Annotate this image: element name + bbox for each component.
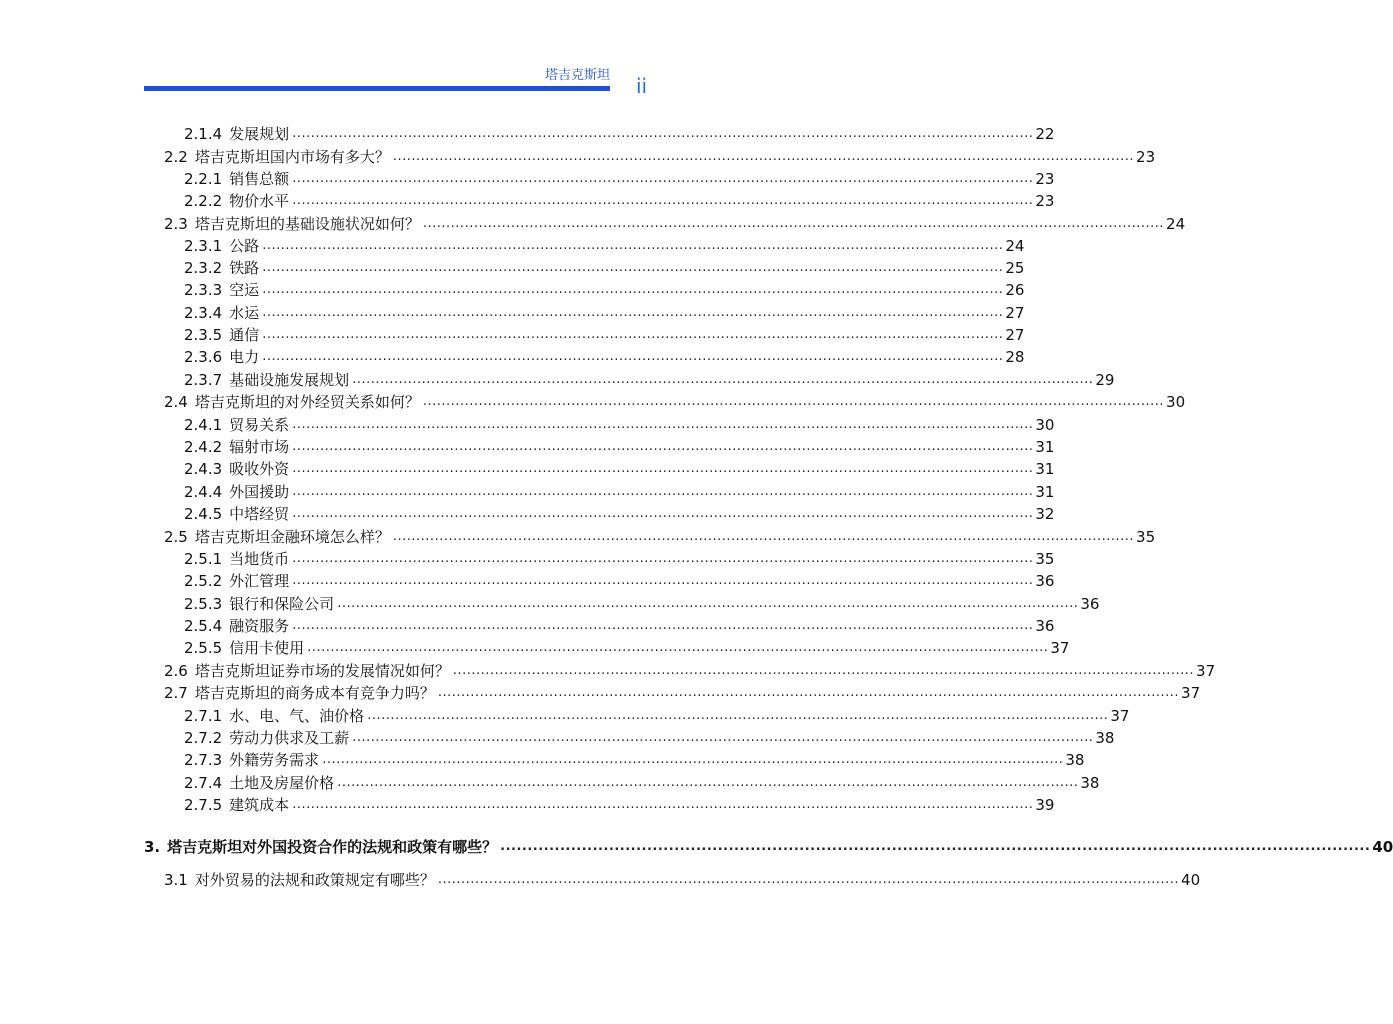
toc-leader-dots: ................................................................................................................................................................ (292, 551, 1034, 566)
toc-entry-number: 2.5.3 (184, 595, 223, 613)
toc-entry-page: 37 (1050, 639, 1070, 657)
toc-entry-number: 2.4.5 (184, 505, 223, 523)
toc-entry-title: 信用卡使用 (229, 639, 305, 657)
toc-leader-dots: ................................................................................................................................................................ (262, 260, 1004, 275)
toc-entry-number: 2.2 (164, 148, 188, 166)
toc-entry-title: 对外贸易的法规和政策规定有哪些？ (194, 871, 435, 889)
toc-leader-dots: ................................................................................................................................................................ (422, 394, 1165, 409)
toc-leader-dots: ................................................................................................................................................................ (262, 327, 1004, 342)
toc-leader-dots: ................................................................................................................................................................ (437, 872, 1180, 887)
toc-entry-page: 40 (1181, 871, 1201, 889)
toc-entry-title: 外国援助 (229, 483, 290, 501)
toc-entry-page: 37 (1181, 684, 1201, 702)
toc-entry[interactable] (184, 168, 1055, 190)
toc-entry-number: 2.3.4 (184, 304, 223, 322)
toc-entry[interactable] (164, 391, 1186, 413)
toc-entry-title: 塔吉克斯坦证券市场的发展情况如何？ (194, 662, 450, 680)
toc-leader-dots: ................................................................................................................................................................ (292, 417, 1034, 432)
toc-leader-dots: ................................................................................................................................................................ (292, 461, 1034, 476)
toc-entry[interactable] (184, 369, 1115, 391)
toc-entry-number: 2.7.4 (184, 774, 223, 792)
toc-leader-dots: ................................................................................................................................................................ (500, 839, 1371, 854)
toc-entry-page: 31 (1035, 483, 1055, 501)
toc-entry-number: 2.3.7 (184, 371, 223, 389)
toc-entry[interactable] (184, 503, 1055, 525)
toc-entry[interactable] (164, 146, 1156, 168)
toc-leader-dots: ................................................................................................................................................................ (437, 685, 1180, 700)
toc-entry-page: 38 (1080, 774, 1100, 792)
toc-entry[interactable] (164, 660, 1216, 682)
toc-entry-page: 31 (1035, 438, 1055, 456)
toc-entry[interactable] (184, 794, 1055, 816)
toc-entry-page: 23 (1136, 148, 1156, 166)
toc-leader-dots: ................................................................................................................................................................ (262, 282, 1004, 297)
toc-leader-dots: ................................................................................................................................................................ (292, 193, 1034, 208)
toc-entry-page: 23 (1035, 192, 1055, 210)
toc-entry-page: 35 (1035, 550, 1055, 568)
toc-entry-page: 24 (1166, 215, 1186, 233)
toc-leader-dots: ................................................................................................................................................................ (292, 573, 1034, 588)
toc-entry[interactable] (184, 570, 1055, 592)
toc-entry[interactable] (184, 123, 1055, 145)
toc-entry-page: 30 (1035, 416, 1055, 434)
toc-leader-dots: ................................................................................................................................................................ (292, 484, 1034, 499)
toc-entry[interactable] (184, 705, 1130, 727)
toc-entry[interactable] (184, 257, 1025, 279)
toc-entry[interactable] (184, 548, 1055, 570)
toc-entry-title: 外籍劳务需求 (229, 751, 320, 769)
toc-entry-title: 塔吉克斯坦国内市场有多大？ (194, 148, 390, 166)
toc-entry-title: 贸易关系 (229, 416, 290, 434)
toc-entry-title: 发展规划 (229, 125, 290, 143)
toc-entry-number: 2.6 (164, 662, 188, 680)
toc-entry-title: 塔吉克斯坦的商务成本有竞争力吗？ (194, 684, 435, 702)
toc-entry-number: 3.1 (164, 871, 188, 889)
toc-entry-title: 物价水平 (229, 192, 290, 210)
toc-entry-number: 2.3.5 (184, 326, 223, 344)
toc-entry-page: 37 (1110, 707, 1130, 725)
toc-entry[interactable] (184, 302, 1025, 324)
toc-entry-page: 32 (1035, 505, 1055, 523)
toc-entry[interactable] (184, 436, 1055, 458)
toc-leader-dots: ................................................................................................................................................................ (392, 529, 1135, 544)
toc-entry[interactable] (164, 869, 1201, 891)
toc-entry-title: 银行和保险公司 (229, 595, 335, 613)
toc-entry[interactable] (184, 727, 1115, 749)
toc-entry-page: 24 (1005, 237, 1025, 255)
toc-entry-number: 2.7.1 (184, 707, 223, 725)
toc-entry-title: 外汇管理 (229, 572, 290, 590)
toc-entry[interactable] (184, 190, 1055, 212)
toc-entry-number: 2.3.3 (184, 281, 223, 299)
page-number: ii (636, 74, 648, 98)
toc-entry[interactable] (184, 324, 1025, 346)
toc-leader-dots: ................................................................................................................................................................ (262, 305, 1004, 320)
toc-entry-number: 2.4.3 (184, 460, 223, 478)
toc-entry-number: 2.3.2 (184, 259, 223, 277)
toc-entry-number: 2.5.4 (184, 617, 223, 635)
toc-entry-title: 融资服务 (229, 617, 290, 635)
toc-entry-number: 2.3.1 (184, 237, 223, 255)
toc-entry[interactable] (184, 346, 1025, 368)
running-header-title: 塔吉克斯坦 (544, 68, 610, 83)
toc-leader-dots: ................................................................................................................................................................ (392, 149, 1135, 164)
toc-entry-number: 2.5.2 (184, 572, 223, 590)
toc-entry-number: 2.7.5 (184, 796, 223, 814)
toc-entry-number: 2.5 (164, 528, 188, 546)
toc-entry-page: 31 (1035, 460, 1055, 478)
toc-entry[interactable] (184, 615, 1055, 637)
toc-entry-title: 基础设施发展规划 (229, 371, 350, 389)
toc-entry-number: 2.4.2 (184, 438, 223, 456)
toc-entry-number: 2.5.5 (184, 639, 223, 657)
toc-entry-page: 35 (1136, 528, 1156, 546)
toc-leader-dots: ................................................................................................................................................................ (367, 708, 1109, 723)
toc-leader-dots: ................................................................................................................................................................ (292, 439, 1034, 454)
toc-leader-dots: ................................................................................................................................................................ (337, 596, 1079, 611)
toc-entry[interactable] (184, 637, 1070, 659)
toc-entry[interactable] (184, 279, 1025, 301)
toc-leader-dots: ................................................................................................................................................................ (262, 238, 1004, 253)
toc-entry-title: 塔吉克斯坦的基础设施状况如何？ (194, 215, 420, 233)
toc-entry-page: 37 (1196, 662, 1216, 680)
toc-leader-dots: ................................................................................................................................................................ (292, 126, 1034, 141)
toc-entry-title: 辐射市场 (229, 438, 290, 456)
toc-leader-dots: ................................................................................................................................................................ (422, 216, 1165, 231)
toc-entry-number: 2.7.3 (184, 751, 223, 769)
toc-entry-title: 公路 (229, 237, 260, 255)
toc-entry-title: 建筑成本 (229, 796, 290, 814)
toc-entry-page: 28 (1005, 348, 1025, 366)
toc-entry-number: 2.4.1 (184, 416, 223, 434)
toc-entry-page: 27 (1005, 326, 1025, 344)
toc-leader-dots: ................................................................................................................................................................ (352, 730, 1094, 745)
toc-entry-page: 25 (1005, 259, 1025, 277)
toc-entry-title: 中塔经贸 (229, 505, 290, 523)
toc-entry[interactable] (184, 749, 1085, 771)
toc-leader-dots: ................................................................................................................................................................ (337, 775, 1079, 790)
toc-entry[interactable] (164, 526, 1156, 548)
toc-entry-page: 36 (1080, 595, 1100, 613)
toc-entry-title: 销售总额 (229, 170, 290, 188)
toc-entry-title: 铁路 (229, 259, 260, 277)
toc-entry-title: 土地及房屋价格 (229, 774, 335, 792)
toc-entry-number: 2.4 (164, 393, 188, 411)
toc-leader-dots: ................................................................................................................................................................ (352, 372, 1094, 387)
toc-entry-page: 40 (1372, 838, 1393, 856)
toc-entry-title: 水、电、气、油价格 (229, 707, 365, 725)
toc-entry[interactable] (164, 682, 1201, 704)
toc-entry[interactable] (184, 481, 1055, 503)
toc-entry-number: 2.2.1 (184, 170, 223, 188)
toc-entry[interactable] (144, 836, 1393, 858)
toc-entry-title: 塔吉克斯坦金融环境怎么样？ (194, 528, 390, 546)
toc-entry-page: 23 (1035, 170, 1055, 188)
toc-entry-title: 通信 (229, 326, 260, 344)
toc-entry-page: 38 (1065, 751, 1085, 769)
toc-entry-number: 3. (144, 838, 161, 856)
toc-leader-dots: ................................................................................................................................................................ (452, 663, 1195, 678)
toc-entry-title: 吸收外资 (229, 460, 290, 478)
toc-entry-page: 36 (1035, 572, 1055, 590)
toc-entry-title: 塔吉克斯坦的对外经贸关系如何？ (194, 393, 420, 411)
toc-entry-number: 2.3.6 (184, 348, 223, 366)
toc-entry-page: 38 (1095, 729, 1115, 747)
toc-leader-dots: ................................................................................................................................................................ (292, 506, 1034, 521)
toc-entry-page: 29 (1095, 371, 1115, 389)
toc-entry-title: 水运 (229, 304, 260, 322)
toc-leader-dots: ................................................................................................................................................................ (322, 752, 1064, 767)
toc-entry-title: 塔吉克斯坦对外国投资合作的法规和政策有哪些？ (167, 838, 498, 856)
toc-leader-dots: ................................................................................................................................................................ (307, 640, 1049, 655)
toc-entry-page: 36 (1035, 617, 1055, 635)
toc-entry[interactable] (184, 458, 1055, 480)
toc-entry[interactable] (184, 414, 1055, 436)
toc-leader-dots: ................................................................................................................................................................ (262, 349, 1004, 364)
toc-entry-number: 2.1.4 (184, 125, 223, 143)
toc-entry-page: 30 (1166, 393, 1186, 411)
toc-entry-number: 2.7.2 (184, 729, 223, 747)
toc-entry-number: 2.5.1 (184, 550, 223, 568)
toc-leader-dots: ................................................................................................................................................................ (292, 618, 1034, 633)
toc-entry-title: 当地货币 (229, 550, 290, 568)
toc-leader-dots: ................................................................................................................................................................ (292, 797, 1034, 812)
toc-entry-page: 27 (1005, 304, 1025, 322)
toc-leader-dots: ................................................................................................................................................................ (292, 171, 1034, 186)
toc-entry-number: 2.7 (164, 684, 188, 702)
toc-entry-number: 2.4.4 (184, 483, 223, 501)
toc-entry-number: 2.2.2 (184, 192, 223, 210)
toc-entry-title: 空运 (229, 281, 260, 299)
toc-entry-title: 电力 (229, 348, 260, 366)
toc-entry-page: 26 (1005, 281, 1025, 299)
toc-entry[interactable] (184, 772, 1100, 794)
toc-entry-number: 2.3 (164, 215, 188, 233)
toc-entry-title: 劳动力供求及工薪 (229, 729, 350, 747)
toc-entry[interactable] (184, 235, 1025, 257)
toc-entry[interactable] (184, 593, 1100, 615)
toc-entry[interactable] (164, 213, 1186, 235)
toc-entry-page: 39 (1035, 796, 1055, 814)
toc-entry-page: 22 (1035, 125, 1055, 143)
